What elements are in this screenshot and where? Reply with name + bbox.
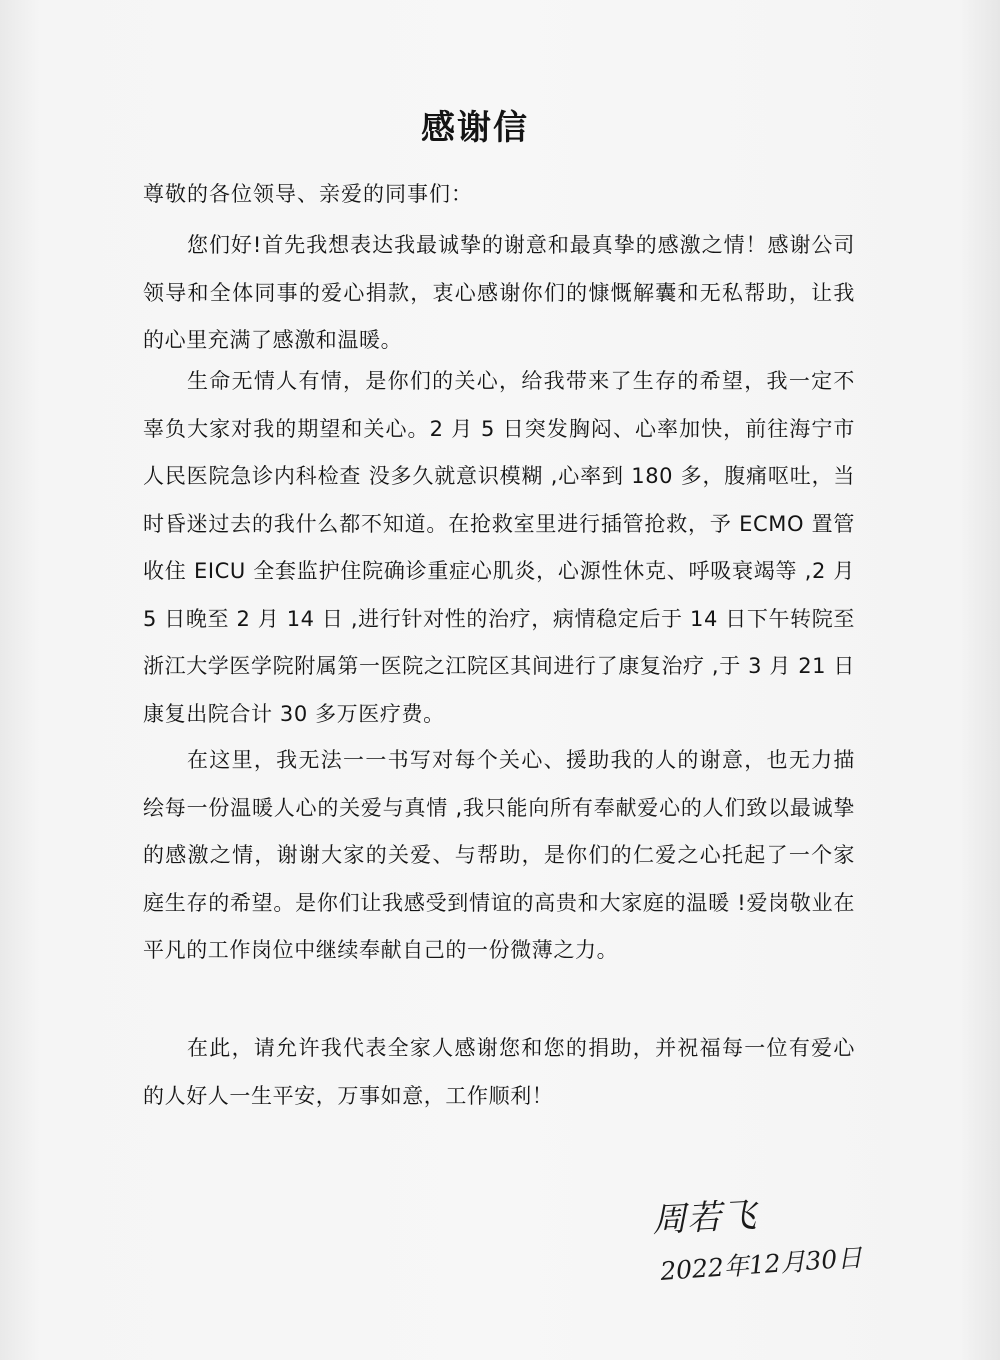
- paragraph-3: 在这里，我无法一一书写对每个关心、援助我的人的谢意，也无力描绘每一份温暖人心的关爱与真情 ,我只能向所有奉献爱心的人们致以最诚挚的感激之情，谢谢大家的关爱、与帮助，是你们的仁爱之心托起了一个家庭生存的希望。是你们让我感受到情谊的高贵和大家庭的温暖 !爱岗敬业在平凡的工作岗位中继续奉献自己的一份微薄之力。: [143, 748, 855, 962]
- letter-title: 感谢信: [421, 108, 529, 148]
- handwritten-signature: 周若飞: [651, 1195, 759, 1241]
- paragraph-4: 在此，请允许我代表全家人感谢您和您的捐助，并祝福每一位有爱心的人好人一生平安，万事如意，工作顺利！: [143, 1036, 855, 1108]
- handwritten-date: 2022年12月30日: [659, 1242, 864, 1287]
- paragraph-1: 您们好!首先我想表达我最诚挚的谢意和最真挚的感激之情！感谢公司领导和全体同事的爱心捐款，衷心感谢你们的慷慨解囊和无私帮助，让我的心里充满了感激和温暖。: [143, 233, 855, 352]
- paragraph-2: 生命无情人有情，是你们的关心，给我带来了生存的希望，我一定不辜负大家对我的期望和关心。2 月 5 日突发胸闷、心率加快，前往海宁市人民医院急诊内科检查 没多久就意识模糊 ,心率到 180 多，腹痛呕吐，当时昏迷过去的我什么都不知道。在抢救室里进行插管抢救，予 ECMO 置管收住 EICU 全套监护住院确诊重症心肌炎，心源性休克、呼吸衰竭等 ,2 月 5 日晚至 2 月 14 日 ,进行针对性的治疗，病情稳定后于 14 日下午转院至浙江大学医学院附属第一医院之江院区其间进行了康复治疗 ,于 3 月 21 日康复出院合计 30 多万医疗费。: [143, 369, 855, 726]
- letter-salutation: 尊敬的各位领导、亲爱的同事们：: [143, 182, 473, 206]
